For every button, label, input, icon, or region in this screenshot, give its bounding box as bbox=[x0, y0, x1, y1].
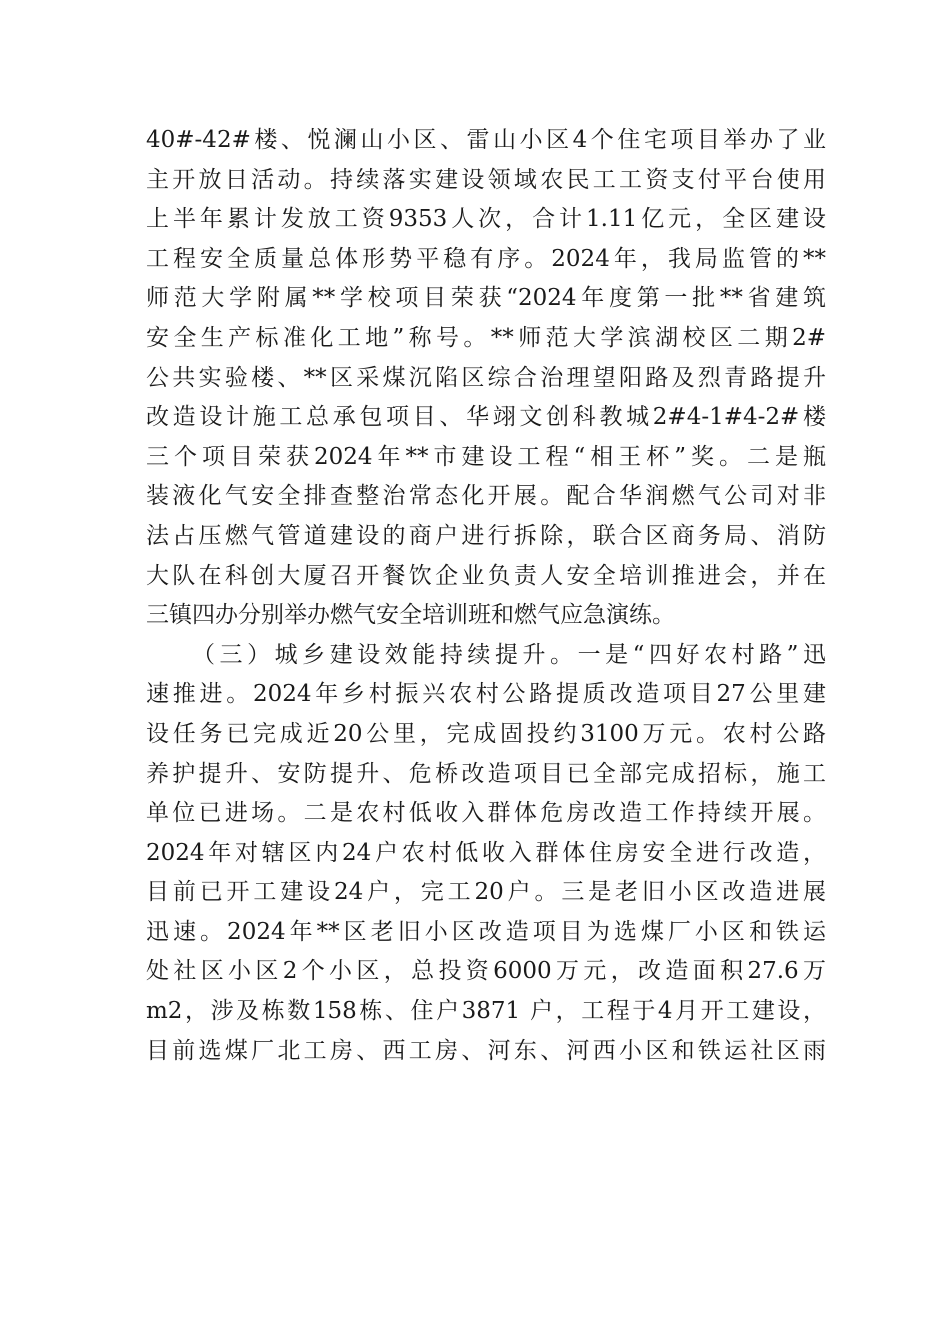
text-line-20: 目前已开工建设24户，完工20户。三是老旧小区改造进展 bbox=[146, 879, 826, 906]
text-line-23: m2，涉及栋数158栋、住户3871 户，工程于4月开工建设， bbox=[146, 998, 826, 1025]
text-line-5: 师范大学附属**学校项目荣获“2024年度第一批**省建筑 bbox=[146, 285, 826, 312]
text-line-22: 处社区小区2个小区，总投资6000万元，改造面积27.6万 bbox=[146, 958, 826, 985]
text-line-12: 大队在科创大厦召开餐饮企业负责人安全培训推进会，并在 bbox=[146, 562, 826, 589]
text-line-7: 公共实验楼、**区采煤沉陷区综合治理望阳路及烈青路提升 bbox=[146, 364, 826, 391]
text-line-8: 改造设计施工总承包项目、华翊文创科教城2#4-1#4-2#楼 bbox=[146, 404, 826, 431]
text-line-10: 装液化气安全排查整治常态化开展。配合华润燃气公司对非 bbox=[146, 483, 826, 510]
text-line-2: 主开放日活动。持续落实建设领域农民工工资支付平台使用 bbox=[146, 166, 826, 193]
text-line-9: 三个项目荣获2024年**市建设工程“相王杯”奖。二是瓶 bbox=[146, 443, 826, 470]
text-line-3: 上半年累计发放工资9353人次，合计1.11亿元，全区建设 bbox=[146, 206, 826, 233]
text-line-21: 迅速。2024年**区老旧小区改造项目为选煤厂小区和铁运 bbox=[146, 918, 826, 945]
text-line-15: 速推进。2024年乡村振兴农村公路提质改造项目27公里建 bbox=[146, 681, 826, 708]
text-line-1: 40#-42#楼、悦澜山小区、雷山小区4个住宅项目举办了业 bbox=[146, 127, 826, 153]
text-line-13: 三镇四办分别举办燃气安全培训班和燃气应急演练。 bbox=[146, 602, 675, 629]
section-heading-line: （三）城乡建设效能持续提升。一是“四好农村路”迅 bbox=[192, 641, 826, 668]
text-line-19: 2024年对辖区内24户农村低收入群体住房安全进行改造， bbox=[146, 839, 826, 866]
text-line-4: 工程安全质量总体形势平稳有序。2024年，我局监管的** bbox=[146, 245, 826, 272]
text-line-6: 安全生产标准化工地”称号。**师范大学滨湖校区二期2# bbox=[146, 324, 826, 351]
body-text bbox=[146, 121, 826, 1071]
text-line-18: 单位已进场。二是农村低收入群体危房改造工作持续开展。 bbox=[146, 800, 826, 827]
text-line-17: 养护提升、安防提升、危桥改造项目已全部完成招标，施工 bbox=[146, 760, 826, 787]
text-line-24: 目前选煤厂北工房、西工房、河东、河西小区和铁运社区雨 bbox=[146, 1037, 826, 1064]
text-line-11: 法占压燃气管道建设的商户进行拆除，联合区商务局、消防 bbox=[146, 522, 826, 549]
text-line-16: 设任务已完成近20公里，完成固投约3100万元。农村公路 bbox=[146, 720, 826, 747]
